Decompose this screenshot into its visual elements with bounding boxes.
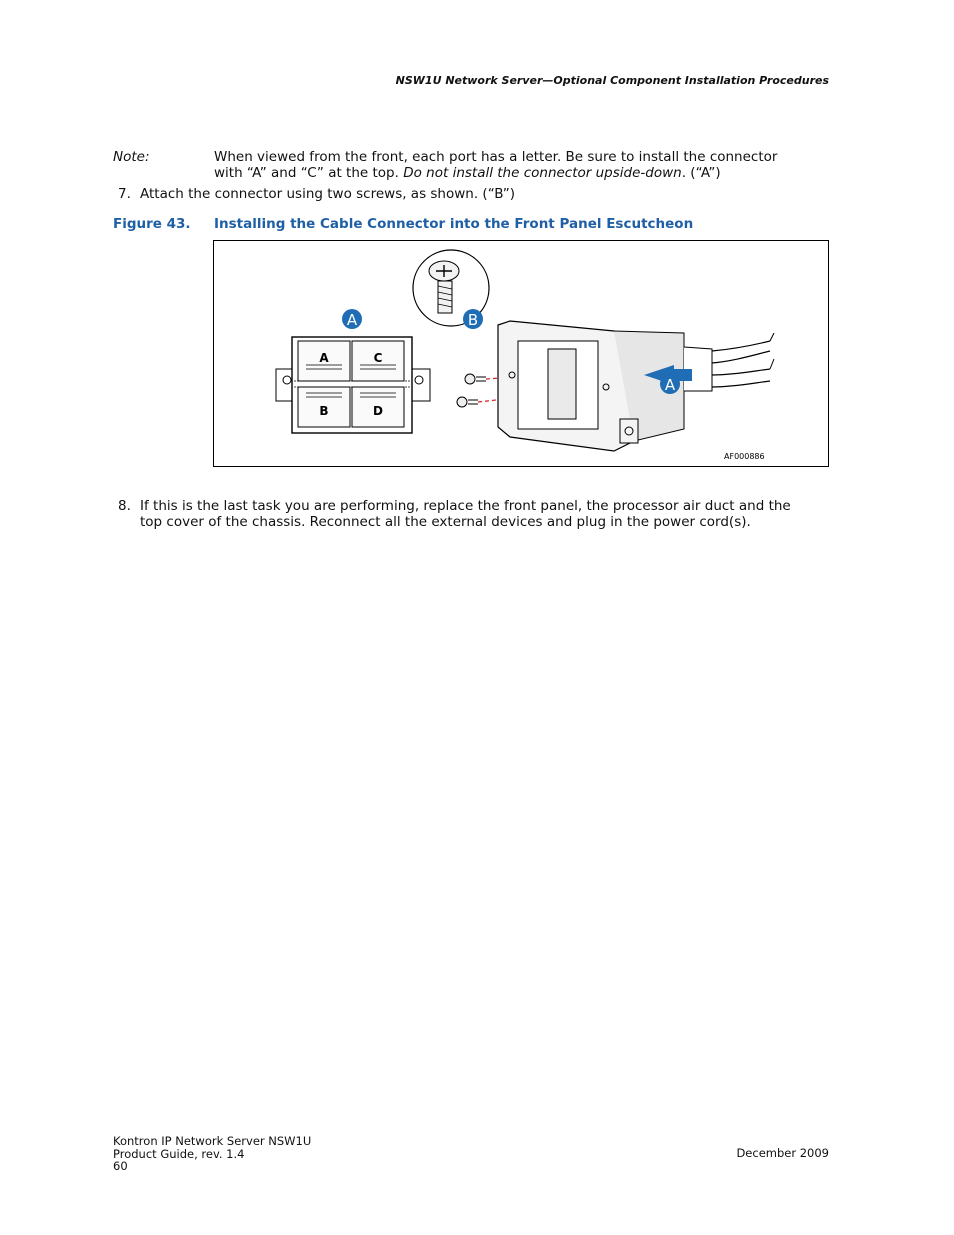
port-label-c: C (373, 351, 383, 365)
figure-code: AF000886 (724, 452, 765, 461)
escutcheon-assembly (498, 321, 774, 451)
callout-b-label: B (467, 311, 479, 329)
page-number: 60 (113, 1159, 128, 1173)
note-label: Note: (113, 149, 150, 165)
callout-a2-label: A (664, 376, 676, 394)
step-8-line-2: top cover of the chassis. Reconnect all the external devices and plug in the power cord(s). (140, 514, 751, 530)
port-label-a: A (319, 351, 329, 365)
port-label-b: B (319, 404, 329, 418)
note-text (214, 149, 814, 181)
port-label-d: D (373, 404, 383, 418)
step-8-line-1: If this is the last task you are performing, replace the front panel, the processor air duct and the (140, 498, 791, 514)
connector-front-view (276, 337, 430, 433)
figure-label: Figure 43. (113, 216, 191, 232)
figure-illustration (213, 240, 829, 467)
footer-left (113, 1135, 311, 1173)
step-text (140, 498, 830, 530)
note-warning: Do not install the connector upside-down (403, 165, 682, 181)
callout-a-label: A (346, 311, 358, 329)
footer-date: December 2009 (736, 1146, 829, 1160)
callout-a (342, 309, 362, 329)
step-number: 8. (118, 498, 131, 514)
step-number: 7. (118, 186, 131, 202)
running-header: NSW1U Network Server—Optional Component Installation Procedures (395, 74, 829, 87)
note-line-2-prefix: with “A” and “C” at the top. (214, 165, 404, 181)
note-line-2 (214, 165, 814, 181)
footer-guide: Product Guide, rev. 1.4 (113, 1146, 245, 1161)
step-text: Attach the connector using two screws, as shown. (“B”) (140, 186, 516, 202)
connector-diagram (214, 241, 830, 468)
note-line-2-suffix: . (“A”) (681, 165, 721, 181)
note-line-1: When viewed from the front, each port has a letter. Be sure to install the connector (214, 149, 778, 165)
footer-product: Kontron IP Network Server NSW1U (113, 1134, 312, 1148)
figure-title: Installing the Cable Connector into the Front Panel Escutcheon (214, 216, 694, 232)
callout-b (463, 309, 483, 329)
